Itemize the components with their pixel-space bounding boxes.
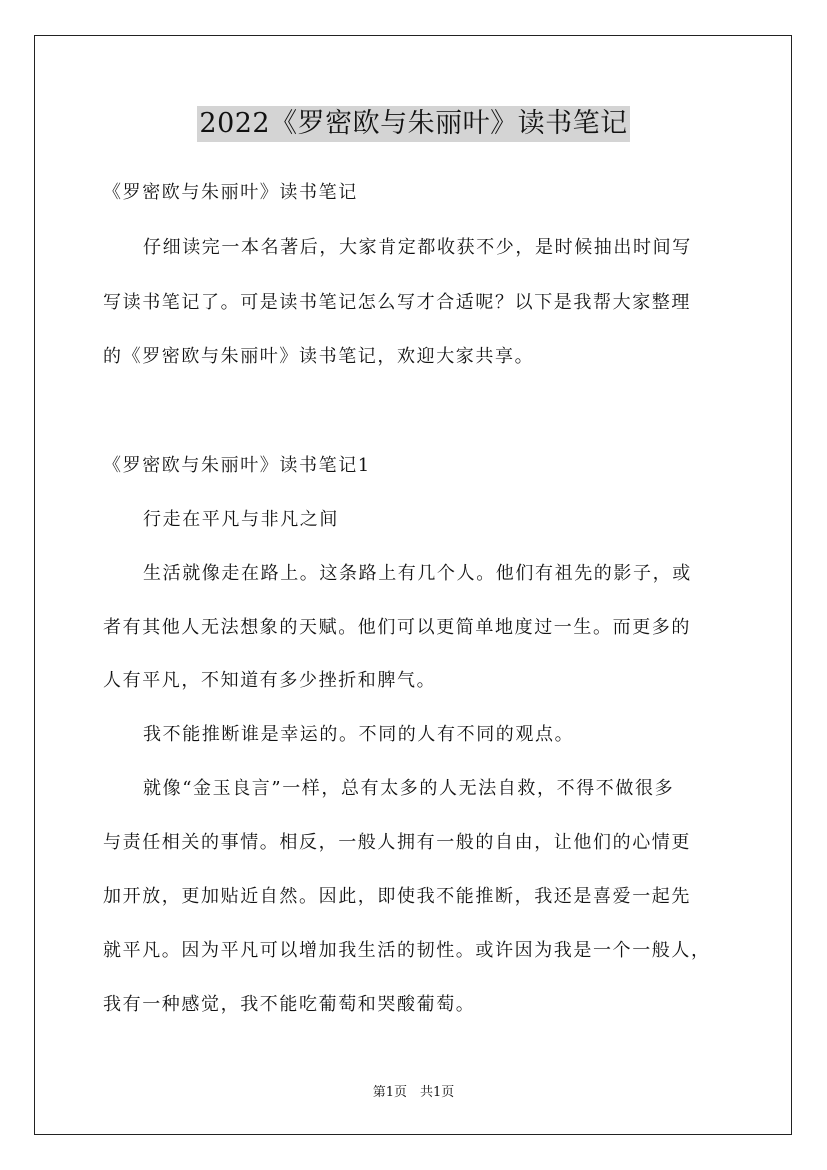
document-subtitle: 《罗密欧与朱丽叶》读书笔记 (103, 182, 358, 203)
intro-line-2: 写读书笔记了。可是读书笔记怎么写才合适呢？以下是我帮大家整理 (103, 292, 691, 313)
para1-line-1: 生活就像走在路上。这条路上有几个人。他们有祖先的影子，或 (143, 563, 692, 584)
document-title: 2022《罗密欧与朱丽叶》读书笔记 (197, 106, 629, 142)
section-heading: 《罗密欧与朱丽叶》读书笔记1 (103, 455, 371, 476)
para2-line-1: 我不能推断谁是幸运的。不同的人有不同的观点。 (143, 724, 575, 745)
para1-line-3: 人有平凡，不知道有多少挫折和脾气。 (103, 670, 437, 691)
para3-line-2: 与责任相关的事情。相反，一般人拥有一般的自由，让他们的心情更 (103, 832, 691, 853)
para3-line-5: 我有一种感觉，我不能吃葡萄和哭酸葡萄。 (103, 994, 476, 1015)
para3-line-3: 加开放，更加贴近自然。因此，即使我不能推断，我还是喜爱一起先 (103, 886, 691, 907)
para3-line-1: 就像“金玉良言”一样，总有太多的人无法自救，不得不做很多 (143, 778, 675, 799)
essay-title: 行走在平凡与非凡之间 (143, 509, 339, 530)
document-title-wrapper (0, 106, 827, 142)
page-footer: 第1页 共1页 (372, 1085, 455, 1100)
para1-line-2: 者有其他人无法想象的天赋。他们可以更简单地度过一生。而更多的 (103, 617, 691, 638)
para3-line-4: 就平凡。因为平凡可以增加我生活的韧性。或许因为我是一个一般人， (103, 940, 711, 961)
intro-line-1: 仔细读完一本名著后，大家肯定都收获不少，是时候抽出时间写 (143, 237, 692, 258)
intro-line-3: 的《罗密欧与朱丽叶》读书笔记，欢迎大家共享。 (103, 346, 535, 367)
